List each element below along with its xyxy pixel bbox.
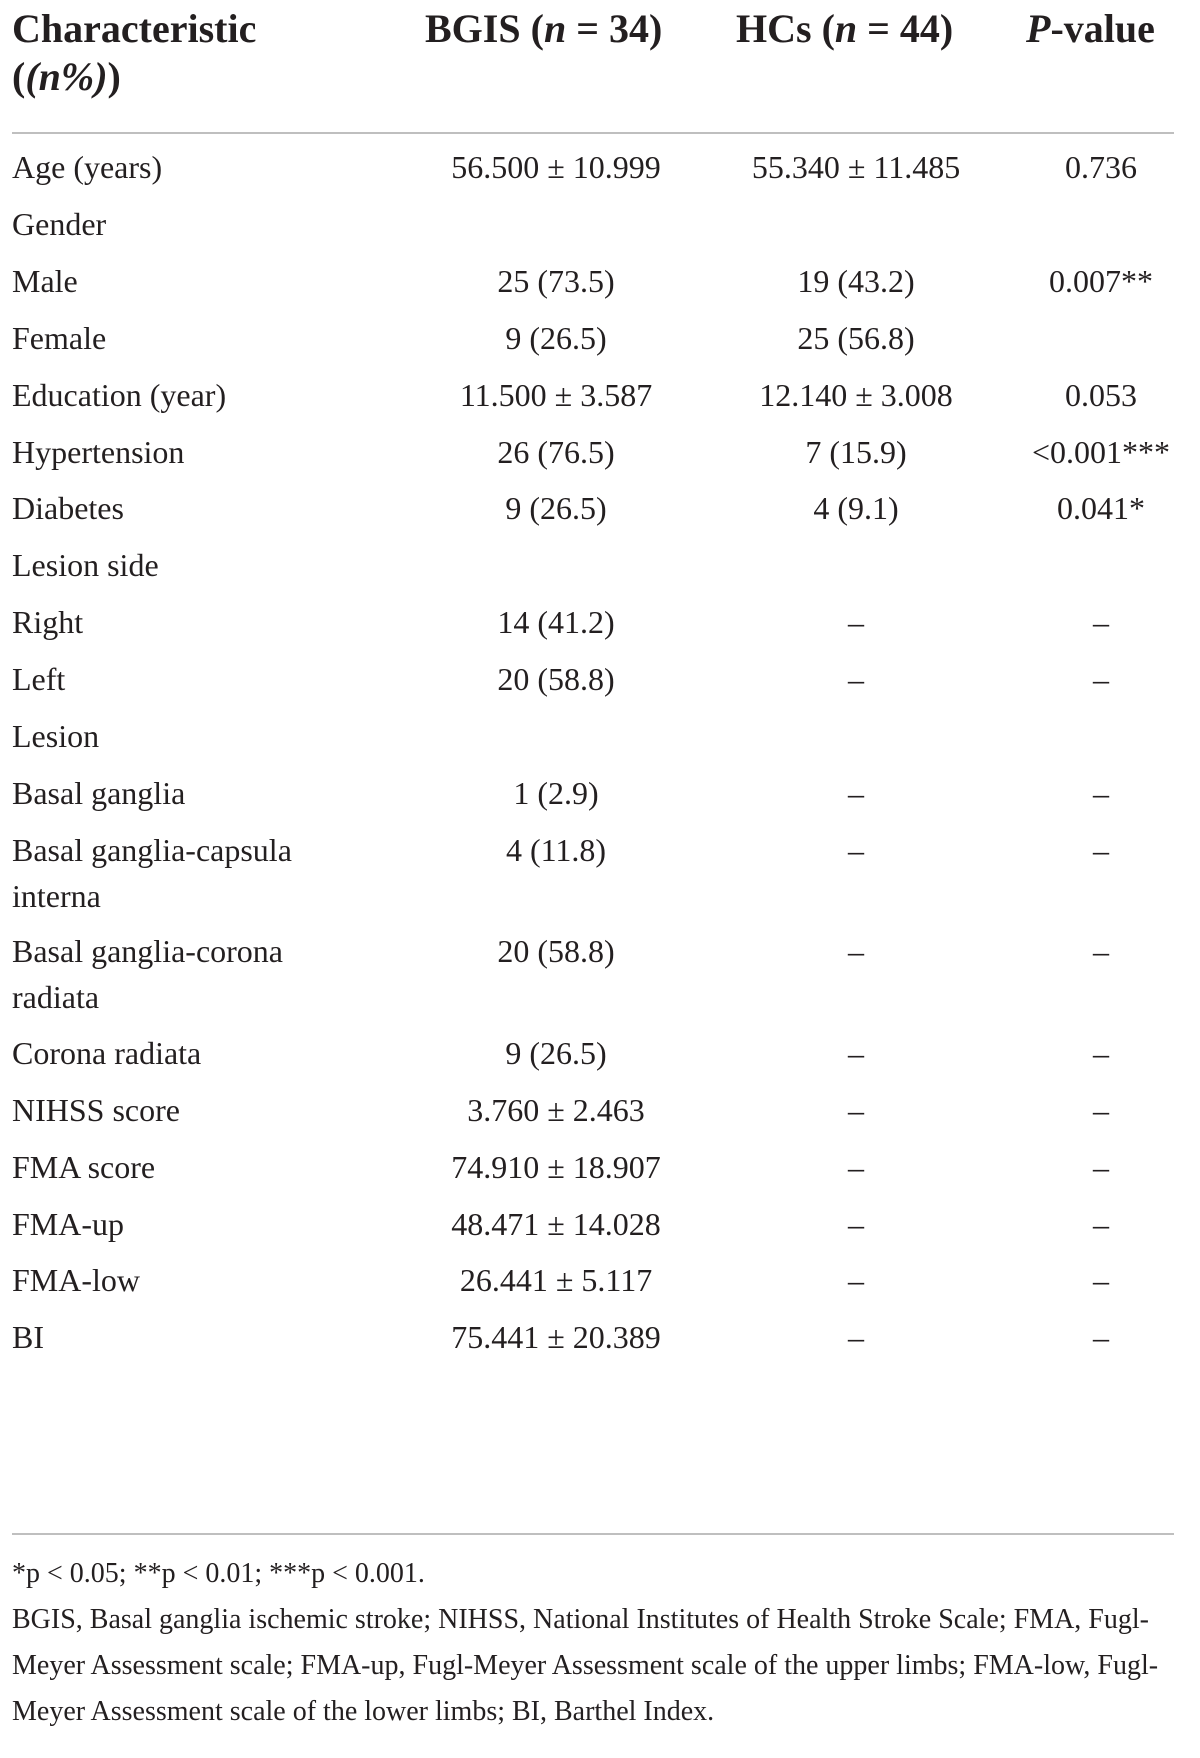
cell-hcs: – (848, 831, 864, 868)
header-bgis-n: n (543, 6, 567, 51)
header-bgis-suffix: = 34) (566, 6, 663, 51)
cell-hcs: – (848, 1319, 864, 1356)
cell-hcs: – (848, 604, 864, 641)
cell-characteristic: FMA score (12, 1148, 156, 1185)
cell-bgis: 74.910 ± 18.907 (451, 1148, 661, 1185)
cell-characteristic: Basal ganglia (12, 774, 186, 811)
cell-hcs: – (848, 1262, 864, 1299)
cell-characteristic: NIHSS score (12, 1091, 180, 1128)
cell-bgis: 9 (26.5) (505, 319, 607, 356)
cell-bgis: 11.500 ± 3.587 (459, 376, 653, 413)
cell-p-value: 0.041* (1057, 490, 1145, 527)
cell-p-value: – (1093, 1262, 1109, 1299)
cell-bgis: 3.760 ± 2.463 (467, 1091, 645, 1128)
cell-bgis: 26.441 ± 5.117 (459, 1262, 653, 1299)
cell-hcs: – (848, 1148, 864, 1185)
cell-bgis: 20 (58.8) (497, 661, 615, 698)
cell-characteristic: Lesion (12, 718, 100, 754)
header-hcs-prefix: HCs ( (736, 6, 835, 51)
header-bgis-prefix: BGIS ( (425, 6, 544, 51)
header-characteristic-unit: ((n%)) (12, 54, 121, 99)
header-bgis (425, 8, 662, 50)
cell-bgis: 20 (58.8) (497, 933, 615, 970)
cell-bgis: 75.441 ± 20.389 (451, 1319, 661, 1356)
cell-hcs: – (848, 661, 864, 698)
cell-p-value: <0.001*** (1031, 433, 1171, 470)
header-p-value (1026, 8, 1155, 50)
cell-hcs: – (848, 774, 864, 811)
cell-bgis: 9 (26.5) (505, 490, 607, 527)
cell-characteristic: Corona radiata (12, 1034, 202, 1071)
cell-bgis: 4 (11.8) (505, 831, 607, 868)
cell-hcs: 12.140 ± 3.008 (759, 376, 953, 413)
cell-characteristic: FMA-low (12, 1262, 141, 1299)
cell-bgis: 9 (26.5) (505, 1034, 607, 1071)
cell-p-value: – (1093, 604, 1109, 641)
footnote-abbreviations: BGIS, Basal ganglia ischemic stroke; NIHSS, National Institutes of Health Stroke Scale; FMA, Fugl-Meyer Assessment scale; FMA-up, Fugl-Meyer Assessment scale of the upper limbs; FMA-low, Fugl-Meyer Assessment scale of the lower limbs; BI, Barthel Index. (12, 1604, 1159, 1727)
cell-bgis: 14 (41.2) (497, 604, 615, 641)
cell-p-value: 0.053 (1065, 376, 1137, 413)
cell-hcs: – (848, 933, 864, 970)
cell-hcs: 55.340 ± 11.485 (751, 149, 961, 185)
cell-p-value: 0.007** (1049, 262, 1153, 299)
footnote-significance: *p < 0.05; **p < 0.01; ***p < 0.001. (12, 1558, 425, 1589)
cell-hcs: 4 (9.1) (813, 490, 899, 527)
cell-characteristic: Right (12, 604, 84, 641)
cell-characteristic: Hypertension (12, 433, 185, 470)
header-hcs-suffix: = 44) (857, 6, 954, 51)
cell-characteristic: Lesion side (12, 547, 159, 584)
cell-p-value: – (1093, 1205, 1109, 1242)
cell-p-value: 0.736 (1065, 149, 1137, 185)
cell-characteristic: Left (12, 661, 66, 698)
table-bottom-divider (12, 1533, 1174, 1535)
cell-characteristic: Basal ganglia-capsula interna (12, 831, 292, 914)
cell-p-value: – (1093, 1034, 1109, 1071)
cell-characteristic: Age (years) (12, 149, 163, 185)
cell-hcs: 19 (43.2) (797, 262, 915, 299)
header-hcs (736, 8, 953, 50)
header-hcs-n: n (834, 6, 858, 51)
header-p-suffix: -value (1050, 6, 1155, 51)
header-characteristic: Characteristic (12, 6, 257, 51)
cell-p-value: – (1093, 1319, 1109, 1356)
cell-characteristic: Diabetes (12, 490, 124, 527)
cell-hcs: – (848, 1034, 864, 1071)
cell-hcs: – (848, 1091, 864, 1128)
cell-characteristic: Basal ganglia-corona radiata (12, 933, 283, 1016)
cell-p-value: – (1093, 831, 1109, 868)
header-characteristic-unit-italic: (n%) (25, 54, 108, 99)
cell-hcs: – (848, 1205, 864, 1242)
header-p-italic: P (1026, 6, 1051, 51)
cell-hcs: 7 (15.9) (805, 433, 907, 470)
cell-bgis: 48.471 ± 14.028 (451, 1205, 661, 1242)
cell-p-value: – (1093, 661, 1109, 698)
cell-p-value: – (1093, 1148, 1109, 1185)
cell-p-value: – (1093, 774, 1109, 811)
cell-characteristic: Education (year) (12, 376, 227, 413)
header-divider (12, 132, 1174, 134)
cell-bgis: 25 (73.5) (497, 262, 615, 299)
cell-characteristic: FMA-up (12, 1205, 125, 1242)
cell-bgis: 56.500 ± 10.999 (451, 149, 661, 185)
cell-p-value: – (1093, 1091, 1109, 1128)
cell-characteristic: Gender (12, 205, 107, 242)
cell-characteristic: Male (12, 262, 78, 299)
cell-bgis: 26 (76.5) (497, 433, 615, 470)
cell-characteristic: Female (12, 319, 107, 356)
cell-bgis: 1 (2.9) (513, 774, 599, 811)
cell-hcs: 25 (56.8) (797, 319, 915, 356)
cell-characteristic: BI (12, 1319, 44, 1356)
cell-p-value: – (1093, 933, 1109, 970)
